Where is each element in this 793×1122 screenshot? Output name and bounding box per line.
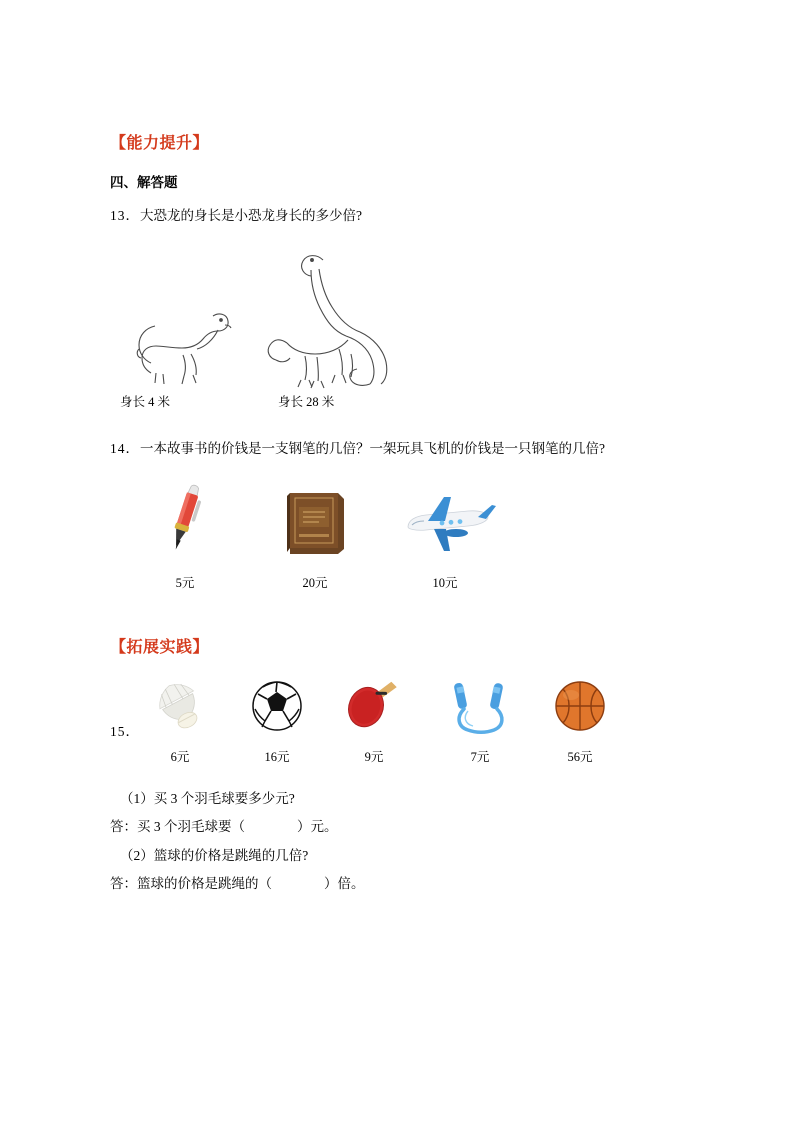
item-plane [385, 479, 505, 591]
pen-icon [150, 479, 220, 564]
jump-rope-icon [440, 675, 520, 737]
answer-1-prefix: 答：买 3 个羽毛球要（ [110, 819, 245, 835]
plane-price: 10元 [432, 575, 458, 590]
item-basketball [535, 675, 625, 765]
question-13-number: 13． [110, 208, 140, 223]
small-dinosaur-icon [135, 294, 245, 394]
small-dinosaur-label: 身长 4 米 [120, 394, 171, 409]
q15-items-row [110, 675, 683, 785]
answer-2-suffix: ）倍。 [324, 875, 365, 891]
spacer [110, 596, 683, 634]
big-dinosaur-icon [265, 244, 400, 394]
question-14 [110, 438, 683, 461]
basketball-icon [545, 675, 615, 737]
item-book [255, 479, 375, 591]
question-14-text: 一本故事书的价钱是一支钢笔的几倍？一架玩具飞机的价钱是一只钢笔的几倍? [140, 440, 605, 456]
question-15-sub-1-answer [110, 813, 683, 841]
pen-price: 5元 [175, 575, 195, 590]
shuttlecock-price: 6元 [170, 749, 190, 764]
soccer-ball-price: 16元 [264, 749, 290, 764]
plane-icon [390, 479, 500, 564]
question-15-number: 15． [110, 723, 140, 739]
jump-rope-price: 7元 [470, 749, 490, 764]
answer-2-prefix: 答：篮球的价格是跳绳的（ [110, 875, 272, 891]
book-price: 20元 [302, 575, 328, 590]
dinosaur-illustration-row [110, 234, 683, 414]
question-15-sub-1-prompt: （1）买 3 个羽毛球要多少元? [120, 790, 295, 806]
paddle-price: 9元 [364, 749, 384, 764]
answer-1-suffix: ）元。 [297, 819, 338, 835]
question-13-text: 大恐龙的身长是小恐龙身长的多少倍? [140, 208, 362, 223]
question-14-number: 14． [110, 440, 140, 456]
shuttlecock-icon [140, 675, 220, 737]
question-15-sub-2-prompt: （2）篮球的价格是跳绳的几倍? [120, 847, 309, 863]
section-heading-practice: 【拓展实践】 [110, 638, 210, 656]
item-soccer-ball [232, 675, 322, 765]
item-table-tennis-paddle [329, 675, 419, 765]
item-shuttlecock [135, 675, 225, 765]
spacer [110, 414, 683, 438]
item-jump-rope [435, 675, 525, 765]
book-icon [270, 479, 360, 564]
basketball-price: 56元 [567, 749, 593, 764]
question-13 [110, 205, 683, 228]
sub-heading-answer-questions: 四、解答题 [110, 175, 178, 190]
big-dinosaur-label: 身长 28 米 [278, 394, 335, 409]
q14-items-row [110, 471, 683, 596]
table-tennis-paddle-icon [339, 675, 409, 737]
soccer-ball-icon [242, 675, 312, 737]
question-15-sub-2-answer [110, 870, 683, 898]
section-heading-ability: 【能力提升】 [110, 135, 210, 152]
item-pen [125, 479, 245, 591]
